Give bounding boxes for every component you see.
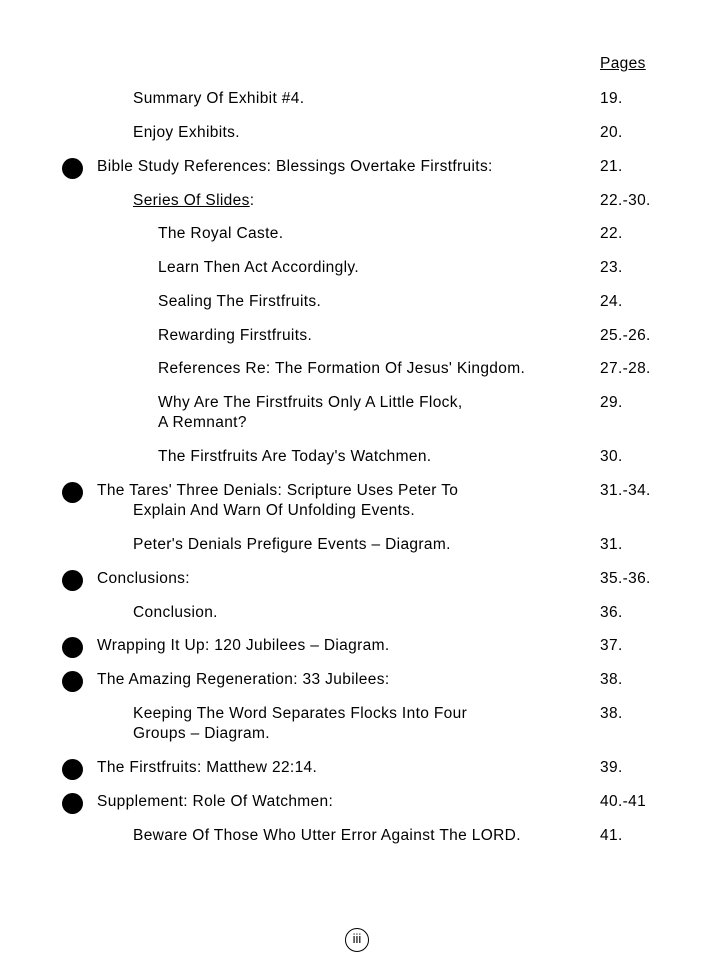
toc-entry-page: 39. [600, 759, 623, 776]
toc-entry-page: 24. [600, 293, 623, 310]
toc-entry-title: Rewarding Firstfruits. [158, 327, 313, 344]
toc-entry-page: 27.-28. [600, 360, 651, 377]
toc-entry [0, 636, 719, 670]
toc-entry [0, 603, 719, 637]
toc-entry-page: 38. [600, 671, 623, 688]
toc-entry-title: Conclusion. [133, 604, 218, 621]
toc-entry [0, 535, 719, 569]
toc-entry-title: Enjoy Exhibits. [133, 124, 240, 141]
series-of-slides-heading: Series Of Slides [133, 192, 250, 209]
toc-entry [0, 758, 719, 792]
bullet-icon [62, 482, 83, 503]
toc-entry-page: 22.-30. [600, 192, 651, 209]
toc-entry [0, 224, 719, 258]
toc-entry [0, 292, 719, 326]
toc-entry-page: 36. [600, 604, 623, 621]
toc-entry-page: 19. [600, 90, 623, 107]
toc-entry-title: The Royal Caste. [158, 225, 284, 242]
toc-entry-page: 23. [600, 259, 623, 276]
title-line-1: Keeping The Word Separates Flocks Into Four [133, 705, 468, 722]
toc-entry-title [133, 704, 467, 744]
toc-entry [0, 792, 719, 826]
toc-entry-title [158, 393, 463, 433]
toc-entry-title: Conclusions: [97, 570, 190, 587]
toc-entry-title: The Amazing Regeneration: 33 Jubilees: [97, 671, 390, 688]
toc-entry [0, 89, 719, 123]
toc-entry-title: Summary Of Exhibit #4. [133, 90, 305, 107]
toc-entry-page: 40.-41 [600, 793, 647, 810]
bullet-icon [62, 671, 83, 692]
toc-entry-title: References Re: The Formation Of Jesus' Kingdom. [158, 360, 526, 377]
heading-colon: : [249, 192, 255, 209]
toc-entry [0, 670, 719, 704]
toc-entry-title: The Firstfruits Are Today's Watchmen. [158, 448, 432, 465]
toc-entry [0, 326, 719, 360]
toc-entry-page: 31. [600, 536, 623, 553]
toc-entry-title [97, 481, 458, 521]
toc-entry-title: Wrapping It Up: 120 Jubilees – Diagram. [97, 637, 390, 654]
toc-entry-page: 25.-26. [600, 327, 651, 344]
toc-entry-page: 30. [600, 448, 623, 465]
toc-entry-page: 29. [600, 394, 623, 411]
title-line-1: Why Are The Firstfruits Only A Little Flock, [158, 394, 463, 411]
toc-entry [0, 704, 719, 742]
bullet-icon [62, 759, 83, 780]
toc-entry-title: Bible Study References: Blessings Overtake Firstfruits: [97, 158, 493, 175]
footer-page-number: iii [345, 928, 369, 952]
toc-entry [0, 359, 719, 393]
title-line-1: The Tares' Three Denials: Scripture Uses Peter To [97, 482, 459, 499]
toc-entry [0, 123, 719, 157]
toc-entry-page: 31.-34. [600, 482, 651, 499]
toc-entry-title: Learn Then Act Accordingly. [158, 259, 360, 276]
title-line-2: Explain And Warn Of Unfolding Events. [133, 502, 416, 519]
toc-entry [0, 447, 719, 481]
toc-entry [0, 481, 719, 519]
pages-column-header: Pages [600, 55, 646, 72]
bullet-icon [62, 637, 83, 658]
toc-entry-page: 41. [600, 827, 623, 844]
toc-entry [0, 258, 719, 292]
bullet-icon [62, 570, 83, 591]
bullet-icon [62, 158, 83, 179]
toc-entry-page: 38. [600, 705, 623, 722]
title-line-2: A Remnant? [158, 414, 247, 431]
toc-entry-page: 37. [600, 637, 623, 654]
toc-entry-title [133, 191, 254, 211]
bullet-icon [62, 793, 83, 814]
toc-entry-page: 35.-36. [600, 570, 651, 587]
toc-entry [0, 191, 719, 225]
toc-entry-title: The Firstfruits: Matthew 22:14. [97, 759, 318, 776]
toc-entry [0, 393, 719, 431]
toc-entry [0, 157, 719, 191]
toc-entry-page: 20. [600, 124, 623, 141]
toc-entry-title: Beware Of Those Who Utter Error Against The LORD. [133, 827, 521, 844]
title-line-2: Groups – Diagram. [133, 725, 270, 742]
toc-entry-title: Supplement: Role Of Watchmen: [97, 793, 334, 810]
toc-entry [0, 569, 719, 603]
toc-entry [0, 826, 719, 860]
toc-entry-page: 21. [600, 158, 623, 175]
toc-entry-page: 22. [600, 225, 623, 242]
toc-entry-title: Sealing The Firstfruits. [158, 293, 322, 310]
toc-entry-title: Peter's Denials Prefigure Events – Diagram. [133, 536, 451, 553]
